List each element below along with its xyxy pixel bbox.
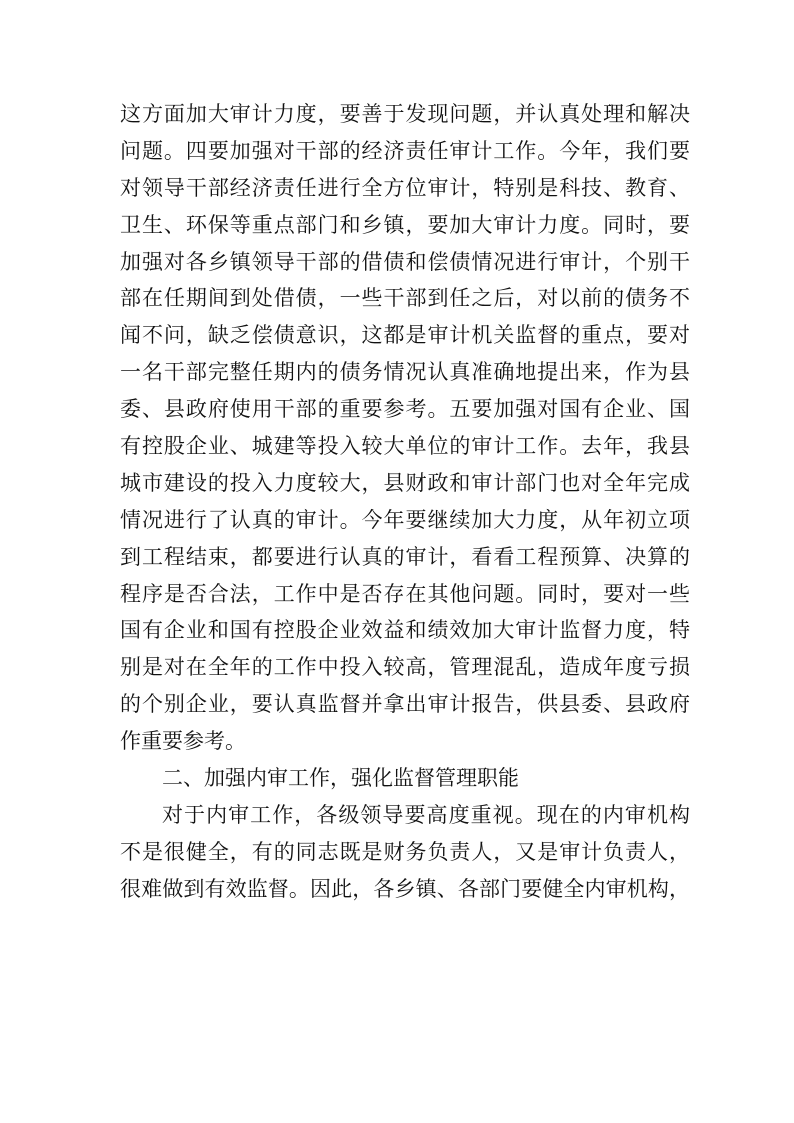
text-line: 闻不问，缺乏偿债意识，这都是审计机关监督的重点，要对 xyxy=(120,323,690,348)
section-heading: 二、加强内审工作，强化监督管理职能 xyxy=(162,766,519,791)
text-line: 很难做到有效监督。因此，各乡镇、各部门要健全内审机构， xyxy=(120,876,690,901)
text-line: 情况进行了认真的审计。今年要继续加大力度，从年初立项 xyxy=(120,507,690,532)
text-line: 对领导干部经济责任进行全方位审计，特别是科技、教育、 xyxy=(120,175,690,200)
body-text xyxy=(120,96,690,908)
text-line: 对于内审工作，各级领导要高度重视。现在的内审机构 xyxy=(162,802,690,827)
text-line: 卫生、环保等重点部门和乡镇，要加大审计力度。同时，要 xyxy=(120,212,690,237)
text-line: 这方面加大审计力度，要善于发现问题，并认真处理和解决 xyxy=(120,102,690,126)
text-line: 部在任期间到处借债，一些干部到任之后，对以前的债务不 xyxy=(120,286,690,311)
text-line: 一名干部完整任期内的债务情况认真准确地提出来，作为县 xyxy=(120,360,690,385)
text-line: 委、县政府使用干部的重要参考。五要加强对国有企业、国 xyxy=(120,397,690,422)
text-line: 加强对各乡镇领导干部的借债和偿债情况进行审计，个别干 xyxy=(120,249,690,274)
text-line: 的个别企业，要认真监督并拿出审计报告，供县委、县政府 xyxy=(120,692,690,717)
text-line: 城市建设的投入力度较大，县财政和审计部门也对全年完成 xyxy=(120,470,690,495)
text-line: 问题。四要加强对干部的经济责任审计工作。今年，我们要 xyxy=(120,138,690,163)
text-line: 到工程结束，都要进行认真的审计，看看工程预算、决算的 xyxy=(120,544,690,569)
text-line: 别是对在全年的工作中投入较高，管理混乱，造成年度亏损 xyxy=(120,655,690,680)
text-line: 国有企业和国有控股企业效益和绩效加大审计监督力度，特 xyxy=(120,618,690,643)
text-line: 程序是否合法，工作中是否存在其他问题。同时，要对一些 xyxy=(120,581,690,606)
text-line: 有控股企业、城建等投入较大单位的审计工作。去年，我县 xyxy=(120,434,690,459)
text-line: 作重要参考。 xyxy=(120,729,246,754)
text-line: 不是很健全，有的同志既是财务负责人，又是审计负责人， xyxy=(120,839,690,864)
